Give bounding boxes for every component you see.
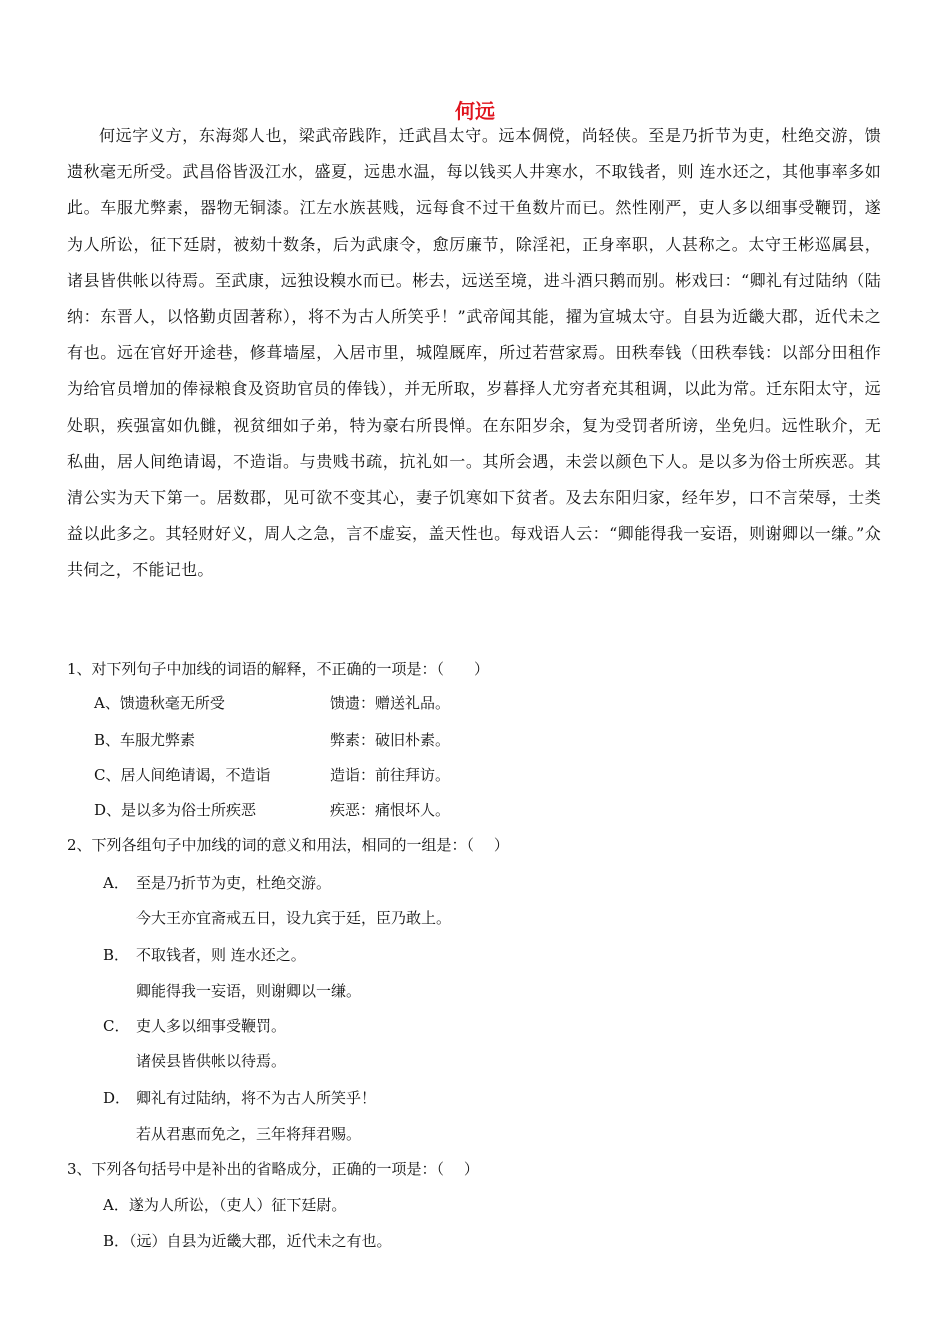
question-2-letter-c: C．	[103, 1017, 130, 1035]
question-2-c-sentence-2: 诸侯县皆供帐以待焉。	[136, 1052, 287, 1070]
question-3-stem: 3、下列各句括号中是补出的省略成分，正确的一项是：（ ）	[67, 1160, 479, 1178]
question-3-option-b: B．（远）自县为近畿大郡，近代未之有也。	[103, 1232, 392, 1250]
question-2-d-sentence-2: 若从君惠而免之，三年将拜君赐。	[136, 1125, 362, 1143]
question-2-stem: 2、下列各组句子中加线的词的意义和用法，相同的一组是：（ ）	[67, 836, 509, 854]
passage-text: 何远字义方，东海郯人也，梁武帝践阼，迁武昌太守。远本倜傥，尚轻侠。至是乃折节为吏，杜绝交游，馈遗秋毫无所受。武昌俗皆汲江水，盛夏，远患水温，每以钱买人井寒水，不取钱者，则 连水还之，其他事率多如此。车服尤弊素，器物无铜漆。江左水族甚贱，远每食不过干鱼数片而已。然性刚严，吏人多以细事受鞭罚，遂为人所讼，征下廷尉，被劾十数条，后为武康令，愈厉廉节，除淫祀，正身率职，人甚称之。太守王彬巡属县，诸县皆供帐以待焉。至武康，远独设糗水而已。彬去，远送至境，进斗酒只鹅而别。彬戏曰：“卿礼有过陆纳（陆纳：东晋人，以恪勤贞固著称），将不为古人所笑乎！”武帝闻其能，擢为宣城太守。自县为近畿大郡，近代未之有也。远在官好开途巷，修葺墙屋，入居市里，城隍厩库，所过若营家焉。田秩奉钱（田秩奉钱：以部分田租作为给官员增加的俸禄粮食及资助官员的俸钱），并无所取，岁暮择人尤穷者充其租调，以此为常。迁东阳太守，远处职，疾强富如仇雠，视贫细如子弟，特为豪右所畏惮。在东阳岁余，复为受罚者所谤，坐免归。远性耿介，无私曲，居人间绝请谒，不造诣。与贵贱书疏，抗礼如一。其所会遇，未尝以颜色下人。是以多为俗士所疾恶。其清公实为天下第一。居数郡，见可欲不变其心，妻子饥寒如下贫者。及去东阳归家，经年岁，口不言荣辱，士类益以此多之。其轻财好义，周人之急，言不虚妄，盖天性也。每戏语人云：“卿能得我一妄语，则谢卿以一缣。”众共伺之，不能记也。	[67, 126, 881, 580]
question-1-option-d: D、是以多为俗士所疾恶	[94, 801, 257, 819]
question-1-gloss-a: 馈遗：赠送礼品。	[330, 694, 451, 712]
question-2-b-sentence-2: 卿能得我一妄语，则谢卿以一缣。	[136, 982, 362, 1000]
question-1-option-b: B、车服尤弊素	[94, 731, 196, 749]
question-3-option-a: A．遂为人所讼，（吏人）征下廷尉。	[103, 1196, 347, 1214]
question-2-letter-d: D．	[103, 1089, 131, 1107]
question-1-option-a: A、馈遗秋毫无所受	[94, 694, 225, 712]
question-1-gloss-d: 疾恶：痛恨坏人。	[330, 801, 451, 819]
page-title: 何远	[455, 99, 495, 123]
question-2-a-sentence-2: 今大王亦宜斋戒五日，设九宾于廷，臣乃敢上。	[136, 909, 452, 927]
passage	[67, 118, 881, 589]
question-2-c-sentence-1: 吏人多以细事受鞭罚。	[136, 1017, 287, 1035]
question-1-option-c: C、居人间绝请谒，不造诣	[94, 766, 271, 784]
question-2-letter-b: B．	[103, 946, 130, 964]
question-2-a-sentence-1: 至是乃折节为吏，杜绝交游。	[136, 874, 332, 892]
question-2-b-sentence-1: 不取钱者，则 连水还之。	[136, 946, 306, 964]
question-1-gloss-b: 弊素：破旧朴素。	[330, 731, 451, 749]
question-1-gloss-c: 造诣：前往拜访。	[330, 766, 451, 784]
question-2-d-sentence-1: 卿礼有过陆纳，将不为古人所笑乎！	[136, 1089, 377, 1107]
question-1-stem: 1、对下列句子中加线的词语的解释，不正确的一项是：（ ）	[67, 660, 490, 678]
question-2-letter-a: A．	[103, 874, 129, 892]
